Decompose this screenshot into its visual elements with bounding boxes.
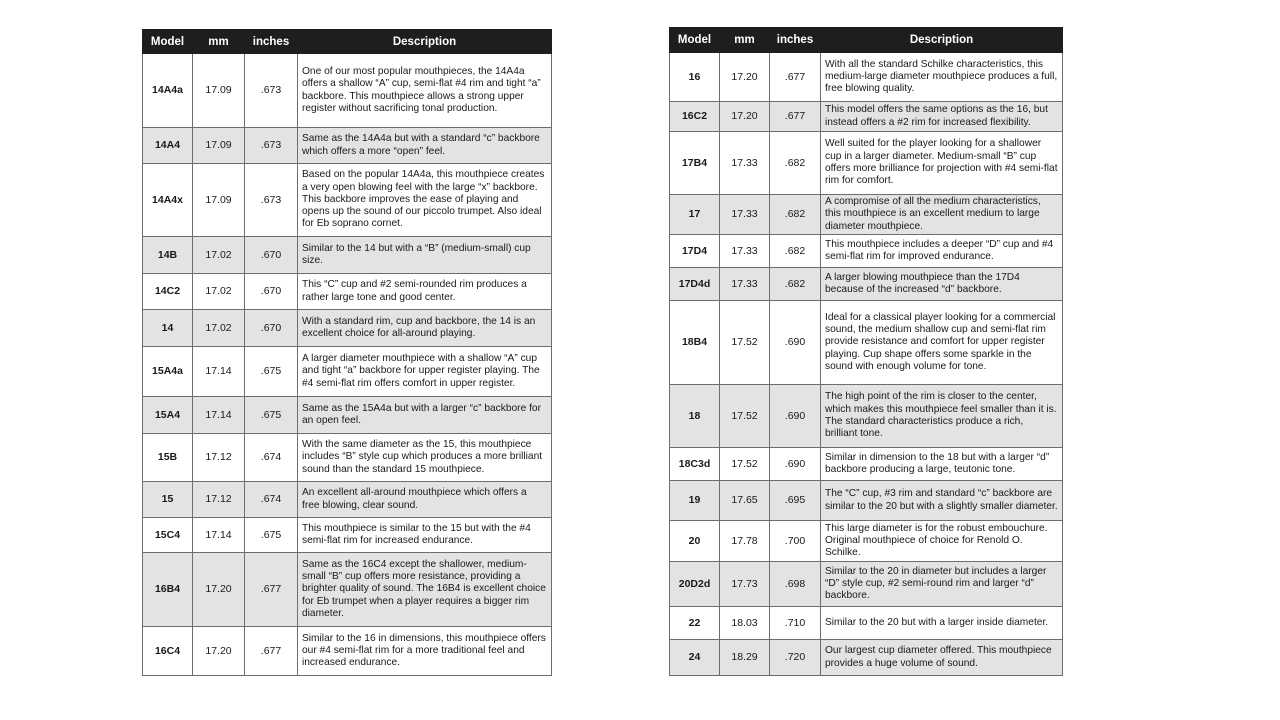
mm-header: mm xyxy=(720,28,770,53)
inches-cell: .677 xyxy=(770,53,821,102)
mm-cell: 17.12 xyxy=(193,434,245,482)
inches-cell: .677 xyxy=(245,553,298,627)
inches-cell: .670 xyxy=(245,274,298,310)
inches-cell: .670 xyxy=(245,310,298,347)
inches-header: inches xyxy=(245,30,298,54)
left-table-body xyxy=(143,54,552,676)
inches-header: inches xyxy=(770,28,821,53)
description-cell: With the same diameter as the 15, this mouthpiece includes “B” style cup which produces a more brilliant sound than the standard 15 mouthpiece. xyxy=(298,434,552,482)
inches-cell: .674 xyxy=(245,434,298,482)
mm-cell: 17.33 xyxy=(720,132,770,195)
description-cell: A larger diameter mouthpiece with a shallow “A” cup and tight “a” backbore for upper register playing. The #4 semi-flat rim offers comfort in upper register. xyxy=(298,347,552,397)
description-cell: Same as the 14A4a but with a standard “c” backbore which offers a more “open” feel. xyxy=(298,128,552,164)
table-row xyxy=(670,481,1063,521)
description-cell: Similar to the 16 in dimensions, this mouthpiece offers our #4 semi-flat rim for a more traditional feel and increased endurance. xyxy=(298,627,552,676)
inches-cell: .675 xyxy=(245,397,298,434)
description-cell: The “C” cup, #3 rim and standard “c” backbore are similar to the 20 but with a slightly smaller diameter. xyxy=(821,481,1063,521)
table-row xyxy=(670,195,1063,235)
mm-cell: 18.29 xyxy=(720,640,770,676)
description-cell: With a standard rim, cup and backbore, the 14 is an excellent choice for all-around playing. xyxy=(298,310,552,347)
model-cell: 15 xyxy=(143,482,193,518)
model-cell: 16C2 xyxy=(670,102,720,132)
mm-cell: 18.03 xyxy=(720,607,770,640)
model-cell: 16B4 xyxy=(143,553,193,627)
description-cell: This large diameter is for the robust embouchure. Original mouthpiece of choice for Renold O. Schilke. xyxy=(821,521,1063,562)
inches-cell: .682 xyxy=(770,195,821,235)
inches-cell: .675 xyxy=(245,347,298,397)
inches-cell: .690 xyxy=(770,301,821,385)
table-row xyxy=(143,274,552,310)
description-cell: Similar to the 20 in diameter but includes a larger “D” style cup, #2 semi-round rim and larger “d” backbore. xyxy=(821,562,1063,607)
inches-cell: .682 xyxy=(770,132,821,195)
model-cell: 22 xyxy=(670,607,720,640)
description-cell: One of our most popular mouthpieces, the 14A4a offers a shallow “A” cup, semi-flat #4 rim and tight “a” backbore. This mouthpiece allows a strong upper register without sacrificing tonal production. xyxy=(298,54,552,128)
table-row xyxy=(670,268,1063,301)
model-header: Model xyxy=(670,28,720,53)
left-spec-table xyxy=(142,29,552,676)
mm-cell: 17.20 xyxy=(720,102,770,132)
inches-cell: .674 xyxy=(245,482,298,518)
mm-cell: 17.52 xyxy=(720,301,770,385)
inches-cell: .673 xyxy=(245,54,298,128)
description-cell: Our largest cup diameter offered. This mouthpiece provides a huge volume of sound. xyxy=(821,640,1063,676)
model-cell: 17 xyxy=(670,195,720,235)
table-row xyxy=(143,482,552,518)
inches-cell: .698 xyxy=(770,562,821,607)
table-header-row xyxy=(670,28,1063,53)
mm-cell: 17.02 xyxy=(193,237,245,274)
description-cell: Similar to the 14 but with a “B” (medium-small) cup size. xyxy=(298,237,552,274)
mm-cell: 17.14 xyxy=(193,347,245,397)
mm-cell: 17.14 xyxy=(193,518,245,553)
table-row xyxy=(670,607,1063,640)
description-cell: A compromise of all the medium characteristics, this mouthpiece is an excellent medium to large diameter mouthpiece. xyxy=(821,195,1063,235)
description-cell: Ideal for a classical player looking for a commercial sound, the medium shallow cup and semi-flat rim provide resistance and comfort for upper register playing. Cup shape offers some sparkle in the sound with enough volume for tone. xyxy=(821,301,1063,385)
mm-cell: 17.20 xyxy=(720,53,770,102)
description-cell: Well suited for the player looking for a shallower cup in a larger diameter. Medium-small “B” cup offers more brilliance for projection with #4 semi-flat rim for comfort. xyxy=(821,132,1063,195)
table-row xyxy=(670,53,1063,102)
table-row xyxy=(143,54,552,128)
inches-cell: .677 xyxy=(770,102,821,132)
inches-cell: .720 xyxy=(770,640,821,676)
mm-cell: 17.52 xyxy=(720,448,770,481)
description-header: Description xyxy=(821,28,1063,53)
model-cell: 20 xyxy=(670,521,720,562)
description-cell: An excellent all-around mouthpiece which offers a free blowing, clear sound. xyxy=(298,482,552,518)
mm-cell: 17.33 xyxy=(720,235,770,268)
description-cell: With all the standard Schilke characteristics, this medium-large diameter mouthpiece produces a full, free blowing quality. xyxy=(821,53,1063,102)
description-cell: Same as the 16C4 except the shallower, medium-small “B” cup offers more resistance, providing a brighter quality of sound. The 16B4 is excellent choice for Eb trumpet when a player requires a bigger rim diameter. xyxy=(298,553,552,627)
inches-cell: .690 xyxy=(770,385,821,448)
description-cell: Similar to the 20 but with a larger inside diameter. xyxy=(821,607,1063,640)
model-cell: 17D4 xyxy=(670,235,720,268)
mm-header: mm xyxy=(193,30,245,54)
description-cell: The high point of the rim is closer to the center, which makes this mouthpiece feel smaller than it is. The standard characteristics produce a rich, brilliant tone. xyxy=(821,385,1063,448)
table-row xyxy=(143,434,552,482)
model-cell: 14A4a xyxy=(143,54,193,128)
right-spec-table xyxy=(669,27,1063,676)
description-cell: Same as the 15A4a but with a larger “c” backbore for an open feel. xyxy=(298,397,552,434)
mm-cell: 17.33 xyxy=(720,268,770,301)
inches-cell: .670 xyxy=(245,237,298,274)
inches-cell: .673 xyxy=(245,164,298,237)
table-row xyxy=(670,235,1063,268)
table-row xyxy=(670,448,1063,481)
mm-cell: 17.02 xyxy=(193,274,245,310)
mm-cell: 17.73 xyxy=(720,562,770,607)
table-row xyxy=(670,521,1063,562)
inches-cell: .700 xyxy=(770,521,821,562)
mm-cell: 17.20 xyxy=(193,553,245,627)
model-cell: 19 xyxy=(670,481,720,521)
description-cell: A larger blowing mouthpiece than the 17D4 because of the increased “d” backbore. xyxy=(821,268,1063,301)
model-header: Model xyxy=(143,30,193,54)
table-header-row xyxy=(143,30,552,54)
model-cell: 16 xyxy=(670,53,720,102)
model-cell: 15B xyxy=(143,434,193,482)
inches-cell: .673 xyxy=(245,128,298,164)
table-row xyxy=(670,102,1063,132)
model-cell: 14B xyxy=(143,237,193,274)
table-row xyxy=(143,164,552,237)
table-row xyxy=(143,553,552,627)
description-cell: This mouthpiece is similar to the 15 but with the #4 semi-flat rim for increased endurance. xyxy=(298,518,552,553)
table-row xyxy=(670,385,1063,448)
inches-cell: .690 xyxy=(770,448,821,481)
table-row xyxy=(143,128,552,164)
mm-cell: 17.02 xyxy=(193,310,245,347)
model-cell: 17D4d xyxy=(670,268,720,301)
model-cell: 15A4a xyxy=(143,347,193,397)
description-cell: This “C” cup and #2 semi-rounded rim produces a rather large tone and good center. xyxy=(298,274,552,310)
model-cell: 18C3d xyxy=(670,448,720,481)
inches-cell: .677 xyxy=(245,627,298,676)
inches-cell: .682 xyxy=(770,268,821,301)
model-cell: 14A4x xyxy=(143,164,193,237)
description-header: Description xyxy=(298,30,552,54)
model-cell: 16C4 xyxy=(143,627,193,676)
mm-cell: 17.12 xyxy=(193,482,245,518)
table-row xyxy=(143,347,552,397)
mm-cell: 17.14 xyxy=(193,397,245,434)
model-cell: 14C2 xyxy=(143,274,193,310)
table-row xyxy=(670,301,1063,385)
mm-cell: 17.52 xyxy=(720,385,770,448)
model-cell: 14 xyxy=(143,310,193,347)
inches-cell: .682 xyxy=(770,235,821,268)
right-table-body xyxy=(670,53,1063,676)
mm-cell: 17.65 xyxy=(720,481,770,521)
table-row xyxy=(143,237,552,274)
model-cell: 24 xyxy=(670,640,720,676)
model-cell: 17B4 xyxy=(670,132,720,195)
model-cell: 18B4 xyxy=(670,301,720,385)
table-row xyxy=(670,562,1063,607)
inches-cell: .675 xyxy=(245,518,298,553)
description-cell: Based on the popular 14A4a, this mouthpiece creates a very open blowing feel with the large “x” backbore. This backbore improves the ease of playing and opens up the sound of our piccolo trumpet. Also ideal for Eb soprano cornet. xyxy=(298,164,552,237)
model-cell: 15C4 xyxy=(143,518,193,553)
model-cell: 14A4 xyxy=(143,128,193,164)
table-row xyxy=(143,310,552,347)
mm-cell: 17.09 xyxy=(193,164,245,237)
mm-cell: 17.33 xyxy=(720,195,770,235)
table-row xyxy=(143,627,552,676)
table-row xyxy=(143,518,552,553)
mm-cell: 17.20 xyxy=(193,627,245,676)
description-cell: This mouthpiece includes a deeper “D” cup and #4 semi-flat rim for improved endurance. xyxy=(821,235,1063,268)
table-row xyxy=(670,132,1063,195)
description-cell: This model offers the same options as the 16, but instead offers a #2 rim for increased flexibility. xyxy=(821,102,1063,132)
table-row xyxy=(143,397,552,434)
description-cell: Similar in dimension to the 18 but with a larger “d” backbore producing a large, teutonic tone. xyxy=(821,448,1063,481)
model-cell: 20D2d xyxy=(670,562,720,607)
inches-cell: .710 xyxy=(770,607,821,640)
model-cell: 18 xyxy=(670,385,720,448)
model-cell: 15A4 xyxy=(143,397,193,434)
inches-cell: .695 xyxy=(770,481,821,521)
mm-cell: 17.78 xyxy=(720,521,770,562)
table-row xyxy=(670,640,1063,676)
mm-cell: 17.09 xyxy=(193,54,245,128)
mm-cell: 17.09 xyxy=(193,128,245,164)
